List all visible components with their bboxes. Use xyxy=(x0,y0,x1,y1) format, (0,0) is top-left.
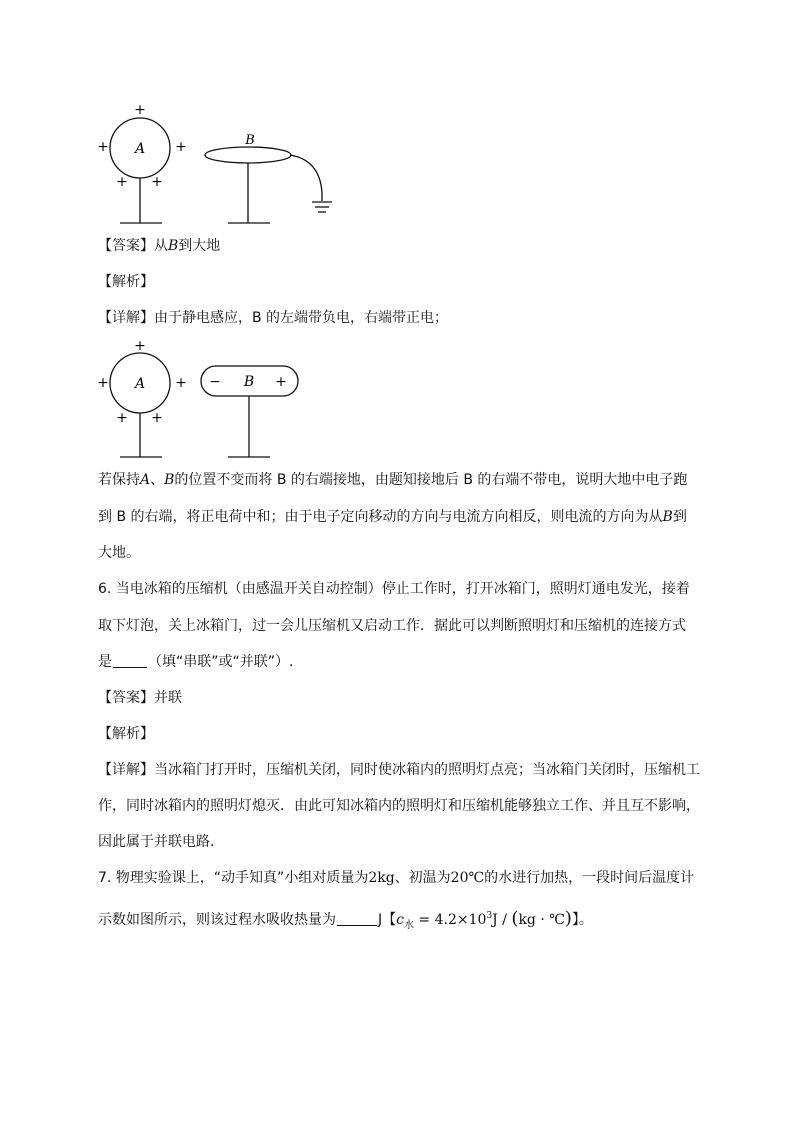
plus-sign: + xyxy=(134,338,146,354)
answer-line: 【答案】从B到大地 xyxy=(98,238,221,254)
plus-sign: + xyxy=(116,410,128,426)
question-6-line: 是 （填“串联”或“并联”）. xyxy=(98,654,294,670)
analysis-heading: 【解析】 xyxy=(98,726,154,742)
question-6-line: 取下灯泡，关上冰箱门，过一会儿压缩机又启动工作．据此可以判断照明灯和压缩机的连接方式 xyxy=(98,618,686,634)
answer-blank[interactable] xyxy=(113,653,147,668)
detail-line: 因此属于并联电路． xyxy=(98,834,224,850)
plus-sign: + xyxy=(175,139,187,155)
explanation-line: 若保持A、B的位置不变而将 B 的右端接地，由题知接地后 B 的右端不带电，说明大地中电子跑 xyxy=(98,472,688,488)
plus-sign: + xyxy=(175,375,187,391)
plus-sign: + xyxy=(151,174,163,190)
sphere-label: A xyxy=(134,141,146,157)
explanation-line: 大地。 xyxy=(98,545,140,561)
detail-line: 【详解】当冰箱门打开时，压缩机关闭，同时使冰箱内的照明灯点亮；当冰箱门关闭时，压缩机工 xyxy=(98,762,700,778)
detail-line: 【详解】由于静电感应，B 的左端带负电，右端带正电； xyxy=(98,310,449,326)
conductor-label: B xyxy=(243,374,255,390)
detail-line: 作，同时冰箱内的照明灯熄灭．由此可知冰箱内的照明灯和压缩机能够独立工作、并且互不影响， xyxy=(98,798,700,814)
answer-line: 【答案】并联 xyxy=(98,690,182,706)
answer-blank[interactable] xyxy=(337,911,377,926)
question-7-line: 示数如图所示，则该过程水吸收热量为 J【$c_水 = 4.2\times 10^3J / (kg$ · ℃)】。 xyxy=(98,908,593,931)
plus-sign: + xyxy=(116,174,128,190)
sphere-label: A xyxy=(134,376,146,392)
analysis-heading: 【解析】 xyxy=(98,274,154,290)
plus-sign: + xyxy=(134,102,146,118)
diagram-induction-2 xyxy=(90,334,320,462)
explanation-line: 到 B 的右端，将正电荷中和；由于电子定向移动的方向与电流方向相反，则电流的方向为从B到 xyxy=(98,509,687,525)
specific-heat-formula: $c_水 = 4.2\times 10^3J / (kg$ · ℃) xyxy=(396,908,572,931)
plus-sign: + xyxy=(275,374,287,390)
plus-sign: + xyxy=(97,139,109,155)
plus-sign: + xyxy=(151,410,163,426)
question-7-line: 7. 物理实验课上，“动手知真”小组对质量为2kg、初温为20℃的水进行加热，一段时间后温度计 xyxy=(98,870,695,886)
diagram-induction-1 xyxy=(90,98,350,228)
question-6-line: 6. 当电冰箱的压缩机（由感温开关自动控制）停止工作时，打开冰箱门，照明灯通电发光，接着 xyxy=(98,581,690,597)
plus-sign: + xyxy=(97,375,109,391)
conductor-plate xyxy=(205,147,291,163)
ground-wire xyxy=(290,155,322,201)
minus-sign: − xyxy=(209,374,221,390)
conductor-label: B xyxy=(245,133,255,148)
